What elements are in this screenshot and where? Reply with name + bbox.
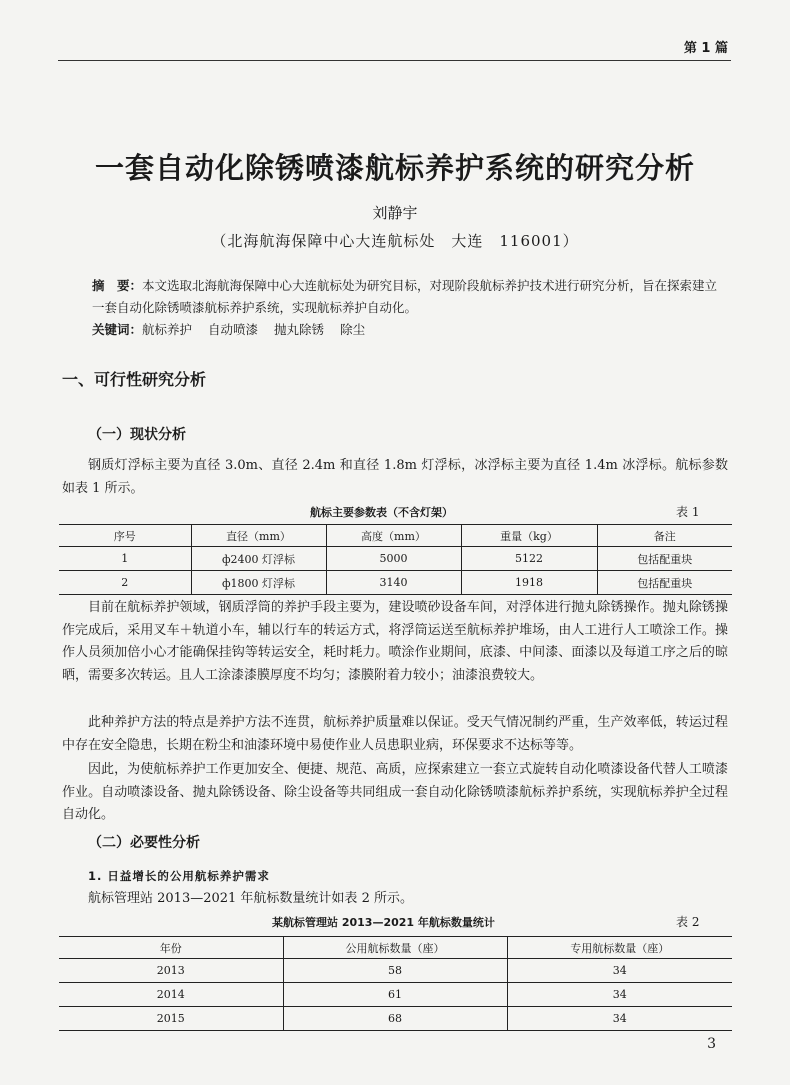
table-header-cell: 重量（kg） xyxy=(461,525,597,547)
table2-label: 表 2 xyxy=(676,915,700,929)
table-row xyxy=(59,959,732,983)
table1-caption: 航标主要参数表（不含灯架） xyxy=(310,506,453,519)
keyword: 除尘 xyxy=(340,322,366,337)
abstract-label: 摘 要： xyxy=(92,278,143,293)
author-affiliation: （北海航海保障中心大连航标处 大连 116001） xyxy=(211,232,579,250)
table-header-cell: 公用航标数量（座） xyxy=(283,937,507,959)
keyword: 航标养护 xyxy=(142,322,193,337)
table-row xyxy=(59,1007,732,1031)
table-cell: 5000 xyxy=(326,547,461,571)
table-header-cell: 高度（mm） xyxy=(326,525,461,547)
table-cell: 1 xyxy=(59,547,191,571)
section-label: 第 1 篇 xyxy=(683,41,728,56)
table-header-cell: 序号 xyxy=(59,525,191,547)
abstract xyxy=(92,275,724,319)
keywords-label: 关键词： xyxy=(92,322,143,337)
table-header-cell: 备注 xyxy=(597,525,732,547)
header-rule xyxy=(58,60,731,61)
table1-label: 表 1 xyxy=(676,505,700,519)
author-name: 刘静宇 xyxy=(372,204,418,222)
table-cell: 34 xyxy=(507,983,732,1007)
table-cell: 34 xyxy=(507,1007,732,1031)
table-cell: 58 xyxy=(283,959,507,983)
paragraph-proposed-system: 因此，为使航标养护工作更加安全、便捷、规范、高质，应探索建立一套立式旋转自动化喷漆设备代替人工喷漆作业。自动喷漆设备、抛丸除锈设备、除尘设备等共同组成一套自动化除锈喷漆航标养护系统，实现航标养护全过程自动化。 xyxy=(62,762,728,822)
keyword: 自动喷漆 xyxy=(208,322,259,337)
table-cell: 2013 xyxy=(59,959,283,983)
subsection-heading-necessity: （二）必要性分析 xyxy=(88,835,200,851)
table-buoy-parameters xyxy=(59,524,732,595)
table-row xyxy=(59,571,732,595)
table-cell: 2 xyxy=(59,571,191,595)
table-header-row xyxy=(59,525,732,547)
table-header-row xyxy=(59,937,732,959)
paragraph-current-method: 目前在航标养护领域，钢质浮筒的养护手段主要为，建设喷砂设备车间，对浮体进行抛丸除锈操作。抛丸除锈操作完成后，采用叉车＋轨道小车，辅以行车的转运方式，将浮筒运送至航标养护堆场，由人工进行人工喷涂工作。操作人员须加倍小心才能确保挂钩等转运安全，耗时耗力。喷涂作业期间，底漆、中间漆、面漆以及每道工序之后的晾晒，需要多次转运。且人工涂漆漆膜厚度不均匀；漆膜附着力较小；油漆浪费较大。 xyxy=(62,600,728,683)
table-cell: 包括配重块 xyxy=(597,571,732,595)
section-heading-feasibility: 一、可行性研究分析 xyxy=(62,370,207,389)
abstract-text: 本文选取北海航海保障中心大连航标处为研究目标，对现阶段航标养护技术进行研究分析，旨在探索建立一套自动化除锈喷漆航标养护系统，实现航标养护自动化。 xyxy=(92,278,718,315)
table-cell: 2014 xyxy=(59,983,283,1007)
table-header-cell: 年份 xyxy=(59,937,283,959)
item-heading-demand: 1. 日益增长的公用航标养护需求 xyxy=(88,869,270,883)
paragraph-table2-intro: 航标管理站 2013—2021 年航标数量统计如表 2 所示。 xyxy=(88,891,413,906)
table-row xyxy=(59,983,732,1007)
table-cell: 34 xyxy=(507,959,732,983)
table-cell: 68 xyxy=(283,1007,507,1031)
subsection-heading-status: （一）现状分析 xyxy=(88,427,186,443)
table-cell: 3140 xyxy=(326,571,461,595)
table-header-cell: 专用航标数量（座） xyxy=(507,937,732,959)
article-title: 一套自动化除锈喷漆航标养护系统的研究分析 xyxy=(94,151,695,185)
table-row xyxy=(59,547,732,571)
table-cell: ф2400 灯浮标 xyxy=(191,547,326,571)
keywords xyxy=(92,320,724,338)
table-header-cell: 直径（mm） xyxy=(191,525,326,547)
table2-caption: 某航标管理站 2013—2021 年航标数量统计 xyxy=(272,916,495,929)
table-cell: ф1800 灯浮标 xyxy=(191,571,326,595)
keyword: 抛丸除锈 xyxy=(274,322,325,337)
paragraph-method-drawbacks: 此种养护方法的特点是养护方法不连贯，航标养护质量难以保证。受天气情况制约严重，生产效率低，转运过程中存在安全隐患，长期在粉尘和油漆环境中易使作业人员患职业病，环保要求不达标等等。 xyxy=(62,715,728,753)
paragraph-buoy-types: 钢质灯浮标主要为直径 3.0m、直径 2.4m 和直径 1.8m 灯浮标，冰浮标主要为直径 1.4m 冰浮标。航标参数如表 1 所示。 xyxy=(62,458,728,496)
table-cell: 包括配重块 xyxy=(597,547,732,571)
table-cell: 61 xyxy=(283,983,507,1007)
table-cell: 2015 xyxy=(59,1007,283,1031)
table-buoy-counts xyxy=(59,936,732,1031)
page-number: 3 xyxy=(707,1036,716,1052)
table-cell: 1918 xyxy=(461,571,597,595)
table-cell: 5122 xyxy=(461,547,597,571)
